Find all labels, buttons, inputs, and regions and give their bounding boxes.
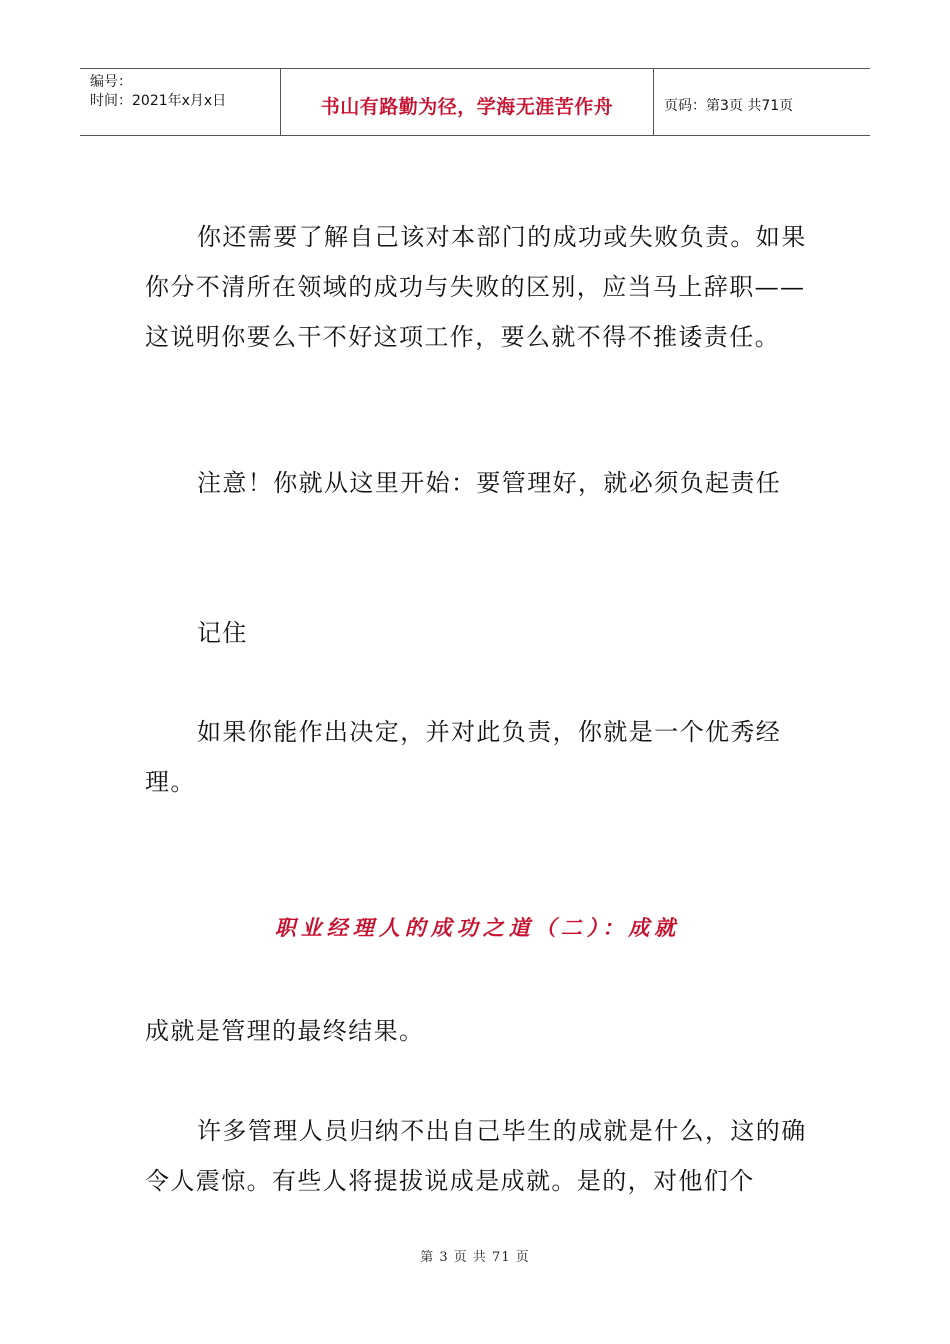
date-label: 时间：2021年x月x日 (90, 93, 227, 109)
header-motto-cell (281, 69, 654, 135)
serial-label: 编号： (90, 74, 132, 90)
paragraph-achievement: 成就是管理的最终结果。 (145, 1017, 425, 1045)
header-page-info: 页码：第3页 共71页 (664, 98, 794, 114)
paragraph-responsibility: 你还需要了解自己该对本部门的成功或失败负责。如果你分不清所在领域的成功与失败的区别，应当马上辞职——这说明你要么干不好这项工作，要么就不得不推诿责任。 (145, 223, 807, 351)
header-page-cell (654, 69, 870, 135)
page-header (80, 68, 870, 136)
paragraph-good-manager: 如果你能作出决定，并对此负责，你就是一个优秀经理。 (145, 718, 782, 796)
page-footer: 第 3 页 共 71 页 (420, 1250, 530, 1265)
section-title: 职业经理人的成功之道（二）：成就 (274, 915, 681, 940)
paragraph-attention: 注意！你就从这里开始：要管理好，就必须负起责任 (197, 469, 782, 497)
paragraph-lifetime-achievement: 许多管理人员归纳不出自己毕生的成就是什么，这的确令人震惊。有些人将提拔说成是成就。是的，对他们个 (145, 1117, 807, 1195)
paragraph-remember: 记住 (197, 619, 248, 647)
header-motto: 书山有路勤为径，学海无涯苦作舟 (320, 95, 614, 118)
header-meta-cell (80, 69, 281, 135)
